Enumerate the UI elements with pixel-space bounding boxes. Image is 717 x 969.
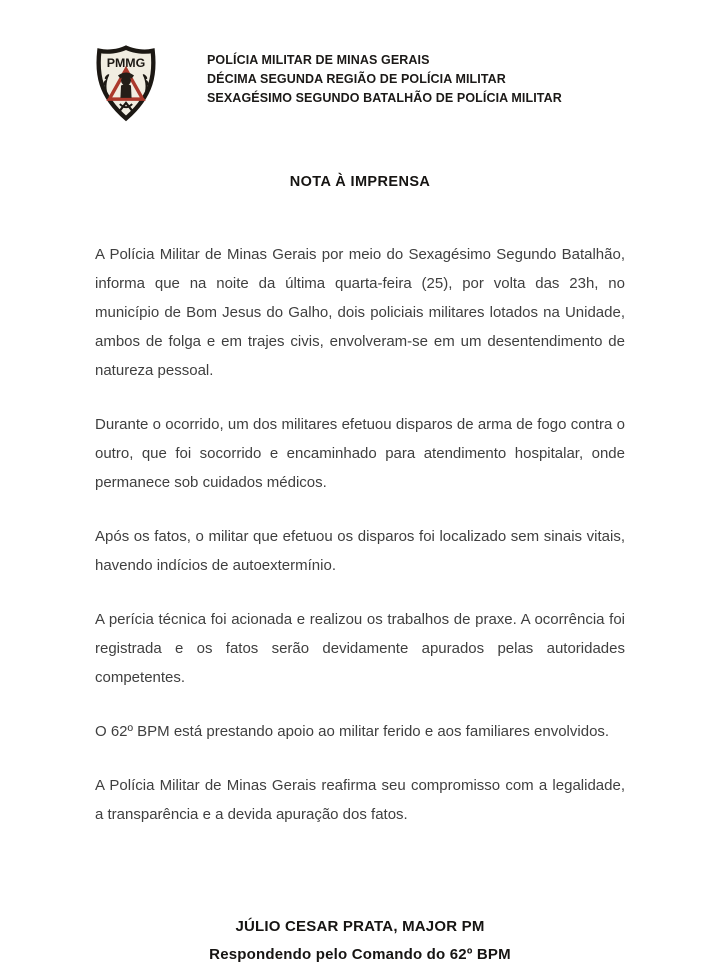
- paragraph: A perícia técnica foi acionada e realizou os trabalhos de praxe. A ocorrência foi registrada e os fatos serão devidamente apurados pelas autoridades competentes.: [95, 611, 625, 686]
- paragraph: Após os fatos, o militar que efetuou os disparos foi localizado sem sinais vitais, havendo indícios de autoextermínio.: [95, 528, 625, 574]
- org-line-3: SEXAGÉSIMO SEGUNDO BATALHÃO DE POLÍCIA MILITAR: [207, 91, 562, 105]
- document-header: [95, 44, 625, 122]
- paragraph: O 62º BPM está prestando apoio ao militar ferido e aos familiares envolvidos.: [95, 723, 610, 740]
- org-line-1: POLÍCIA MILITAR DE MINAS GERAIS: [207, 53, 430, 67]
- organization-name-block: [207, 51, 562, 108]
- paragraph: A Polícia Militar de Minas Gerais reafirma seu compromisso com a legalidade, a transparência e a devida apuração dos fatos.: [95, 777, 625, 823]
- paragraph: Durante o ocorrido, um dos militares efetuou disparos de arma de fogo contra o outro, que foi socorrido e encaminhado para atendimento hospitalar, onde permanece sob cuidados médicos.: [95, 416, 625, 491]
- crest-text: PMMG: [106, 55, 146, 70]
- signature-block: [95, 913, 625, 969]
- signature-role: Respondendo pelo Comando do 62º BPM: [209, 946, 511, 963]
- org-line-2: DÉCIMA SEGUNDA REGIÃO DE POLÍCIA MILITAR: [207, 72, 506, 86]
- paragraph: A Polícia Militar de Minas Gerais por meio do Sexagésimo Segundo Batalhão, informa que na noite da última quarta-feira (25), por volta das 23h, no município de Bom Jesus do Galho, dois policiais militares lotados na Unidade, ambos de folga e em trajes civis, envolveram-se em um desentendimento de natureza pessoal.: [95, 246, 625, 379]
- signature-name: JÚLIO CESAR PRATA, MAJOR PM: [235, 918, 485, 935]
- pmmg-crest-icon: [95, 44, 157, 122]
- document-body: [95, 240, 625, 829]
- document-title: NOTA À IMPRENSA: [289, 174, 431, 190]
